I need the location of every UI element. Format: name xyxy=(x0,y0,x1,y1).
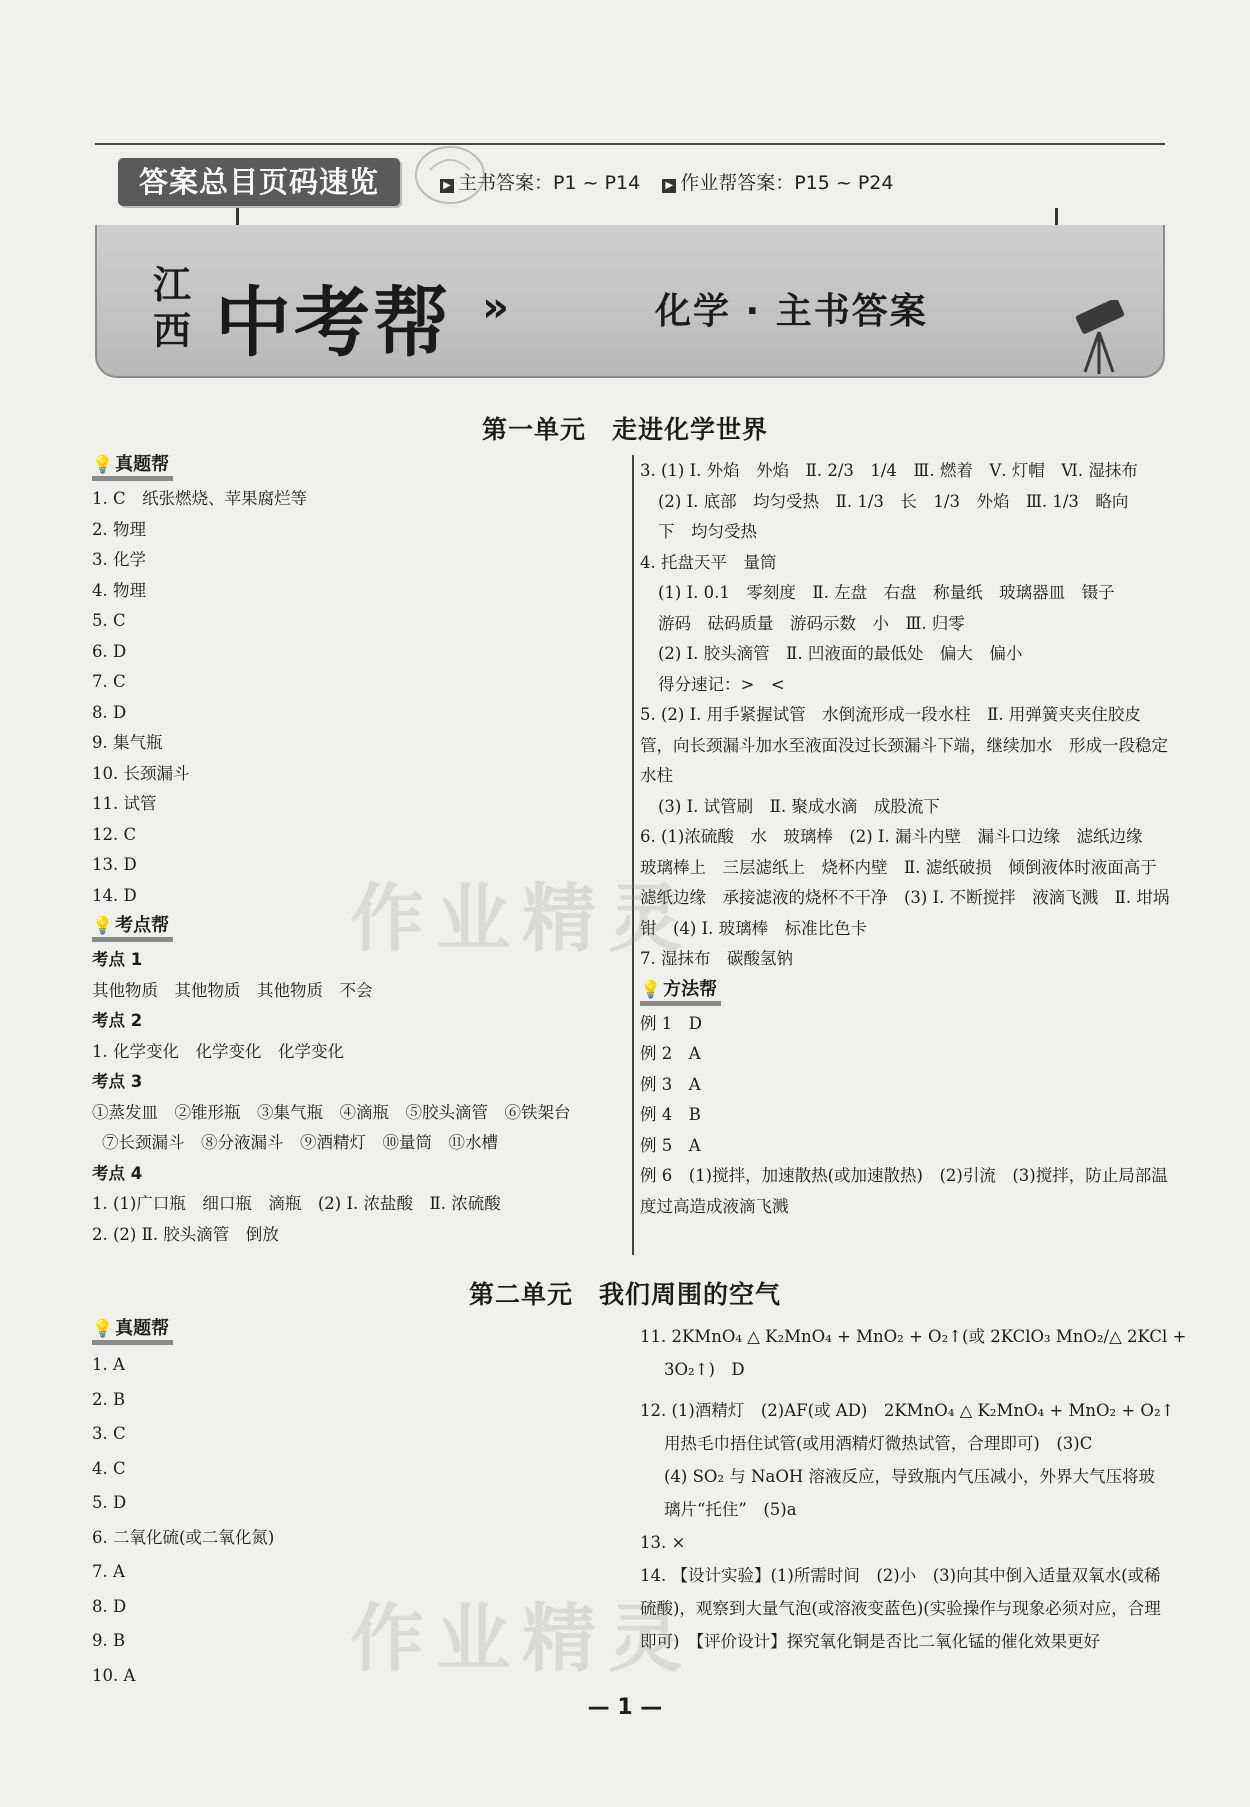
example-line: 例 2 A xyxy=(640,1044,701,1063)
unit1-right-column xyxy=(640,456,1170,1222)
unit2-title: 第二单元 我们周围的空气 xyxy=(468,1280,781,1309)
answer-line: 2. B xyxy=(92,1389,126,1409)
lightbulb-icon: 💡 xyxy=(640,979,662,1000)
subject-title: 化学 · 主书答案 xyxy=(655,291,928,332)
answer-line: 2. (2) Ⅱ. 胶头滴管 倒放 xyxy=(92,1224,279,1244)
answer-line: 3. (1) Ⅰ. 外焰 外焰 Ⅱ. 2/3 1/4 Ⅲ. 燃着 Ⅴ. 灯帽 Ⅵ. 湿抹布 xyxy=(640,461,1138,480)
kaodian-heading: 考点 1 xyxy=(92,950,143,969)
kaodian-heading: 考点 3 xyxy=(92,1072,143,1091)
kaodian-heading: 考点 2 xyxy=(92,1011,143,1030)
answer-line: 1. (1)广口瓶 细口瓶 滴瓶 (2) Ⅰ. 浓盐酸 Ⅱ. 浓硫酸 xyxy=(92,1194,501,1213)
answer-line: (1) Ⅰ. 0.1 零刻度 Ⅱ. 左盘 右盘 称量纸 玻璃器皿 镊子 xyxy=(658,583,1115,602)
unit2-right-column xyxy=(640,1320,1187,1658)
answer-line: 6. (1)浓硫酸 水 玻璃棒 (2) Ⅰ. 漏斗内壁 漏斗口边缘 滤纸边缘 玻璃棒上 三层滤纸上 烧杯内壁 Ⅱ. 滤纸破损 倾倒液体时液面高于滤纸边缘 承接滤液的烧杯不干净 (3) Ⅰ. 不断搅拌 液滴飞溅 Ⅱ. 坩埚钳 (4) Ⅰ. 玻璃棒 标准比色卡 xyxy=(640,827,1170,938)
answer-line: 1. C 纸张燃烧、苹果腐烂等 xyxy=(92,489,308,508)
answer-line: ⑦长颈漏斗 ⑧分液漏斗 ⑨酒精灯 ⑩量筒 ⑪水槽 xyxy=(102,1133,498,1152)
brand-title: 中考帮 xyxy=(215,278,452,367)
lightbulb-icon: 💡 xyxy=(92,455,114,475)
province-label: 江西 xyxy=(152,263,191,353)
unit1-title: 第一单元 走进化学世界 xyxy=(481,415,768,444)
answer-line: (2) Ⅰ. 胶头滴管 Ⅱ. 凹液面的最低处 偏大 偏小 xyxy=(658,644,1023,663)
answer-line: 璃片“托住” (5)a xyxy=(664,1500,797,1519)
answer-line: 10. A xyxy=(92,1665,136,1685)
section-tag-fangfa: 💡 方法帮 xyxy=(640,979,721,1006)
answer-line: 4. C xyxy=(92,1458,126,1478)
answer-line: 5. D xyxy=(92,1493,127,1512)
top-rule xyxy=(95,143,1165,145)
answer-line: 3O₂↑) D xyxy=(664,1360,745,1379)
answer-line: 下 均匀受热 xyxy=(658,522,757,541)
column-divider xyxy=(632,455,634,1255)
answer-line: 8. D xyxy=(92,702,127,722)
answer-line: 9. B xyxy=(92,1631,126,1650)
play-icon: ▶ xyxy=(662,179,676,193)
answer-line: 8. D xyxy=(92,1596,127,1616)
answer-line: 13. D xyxy=(92,855,137,874)
answer-line: (4) SO₂ 与 NaOH 溶液反应，导致瓶内气压减小，外界大气压将玻 xyxy=(664,1467,1155,1486)
section-tag-kaodian: 💡 考点帮 xyxy=(92,915,173,942)
answer-line: 3. C xyxy=(92,1424,126,1443)
answer-line: 12. (1)酒精灯 (2)AF(或 AD) 2KMnO₄ △ K₂MnO₄ + MnO₂ + O₂↑ xyxy=(640,1401,1175,1420)
answer-line: 4. 托盘天平 量筒 xyxy=(640,552,777,572)
answer-line: 其他物质 其他物质 其他物质 不会 xyxy=(92,980,373,1000)
watermark: 作业精灵 xyxy=(350,1596,694,1682)
example-line: 例 6 (1)搅拌，加速散热(或加速散热) (2)引流 (3)搅拌，防止局部温度过高造成液滴飞溅 xyxy=(640,1166,1168,1216)
watermark: 作业精灵 xyxy=(350,876,694,962)
chevron-icon: » xyxy=(482,282,510,331)
quick-nav-title: 答案总目页码速览 xyxy=(118,158,400,206)
answer-line: 6. D xyxy=(92,641,127,661)
kaodian-heading: 考点 4 xyxy=(92,1163,143,1183)
answer-line: ①蒸发皿 ②锥形瓶 ③集气瓶 ④滴瓶 ⑤胶头滴管 ⑥铁架台 xyxy=(92,1102,571,1122)
section-tag-zhenti: 💡 真题帮 xyxy=(92,454,173,481)
homework-answers-link[interactable]: 作业帮答案：P15 ~ P24 xyxy=(680,172,894,194)
answer-line: 用热毛巾捂住试管(或用酒精灯微热试管，合理即可) (3)C xyxy=(664,1434,1093,1453)
answer-line: 11. 2KMnO₄ △ K₂MnO₄ + MnO₂ + O₂↑(或 2KClO₃ MnO₂/△ 2KCl + xyxy=(640,1327,1187,1346)
answer-line: 5. C xyxy=(92,611,126,630)
answer-line: 1. 化学变化 化学变化 化学变化 xyxy=(92,1041,344,1061)
answer-line: 5. (2) Ⅰ. 用手紧握试管 水倒流形成一段水柱 Ⅱ. 用弹簧夹夹住胶皮管，向长颈漏斗加水至液面没过长颈漏斗下端，继续加水 形成一段稳定水柱 xyxy=(640,705,1168,785)
lightbulb-icon: 💡 xyxy=(92,916,114,936)
telescope-icon xyxy=(1055,300,1145,380)
answer-line: 14. D xyxy=(92,885,137,905)
answer-line: 11. 试管 xyxy=(92,794,157,813)
answer-line: 12. C xyxy=(92,824,137,844)
answer-line: 13. × xyxy=(640,1533,686,1552)
answer-line: 3. 化学 xyxy=(92,550,146,569)
example-line: 例 1 D xyxy=(640,1013,702,1033)
answer-line: 7. A xyxy=(92,1562,125,1581)
quick-nav-links xyxy=(440,168,893,195)
unit1-left-column xyxy=(92,450,622,1250)
answer-line: 2. 物理 xyxy=(92,519,146,539)
example-line: 例 3 A xyxy=(640,1074,701,1094)
answer-line: 7. 湿抹布 碳酸氢钠 xyxy=(640,949,793,968)
example-line: 例 5 A xyxy=(640,1135,701,1155)
page-number: — 1 — xyxy=(587,1695,663,1720)
answer-line: 4. 物理 xyxy=(92,580,146,600)
answer-line: 6. 二氧化硫(或二氧化氮) xyxy=(92,1527,275,1547)
section-tag-zhenti: 💡 真题帮 xyxy=(92,1318,173,1345)
example-line: 例 4 B xyxy=(640,1105,701,1124)
answer-line: 7. C xyxy=(92,672,126,691)
answer-line: 得分速记：> < xyxy=(658,674,785,694)
answer-line: (2) Ⅰ. 底部 均匀受热 Ⅱ. 1/3 长 1/3 外焰 Ⅲ. 1/3 略向 xyxy=(658,491,1129,511)
play-icon: ▶ xyxy=(440,179,454,193)
answer-line: (3) Ⅰ. 试管刷 Ⅱ. 聚成水滴 成股流下 xyxy=(658,796,940,816)
answer-line: 10. 长颈漏斗 xyxy=(92,763,190,783)
answer-line: 14. 【设计实验】(1)所需时间 (2)小 (3)向其中倒入适量双氧水(或稀硫酸)，观察到大量气泡(或溶液变蓝色)(实验操作与现象必须对应，合理即可) 【评价设计】探究氧化铜是否比二氧化锰的催化效果更好 xyxy=(640,1566,1161,1651)
main-book-answers-link[interactable]: 主书答案：P1 ~ P14 xyxy=(458,172,641,194)
lightbulb-icon: 💡 xyxy=(92,1319,114,1339)
answer-line: 游码 砝码质量 游码示数 小 Ⅲ. 归零 xyxy=(658,613,965,633)
answer-line: 1. A xyxy=(92,1355,125,1374)
answer-line: 9. 集气瓶 xyxy=(92,733,163,752)
